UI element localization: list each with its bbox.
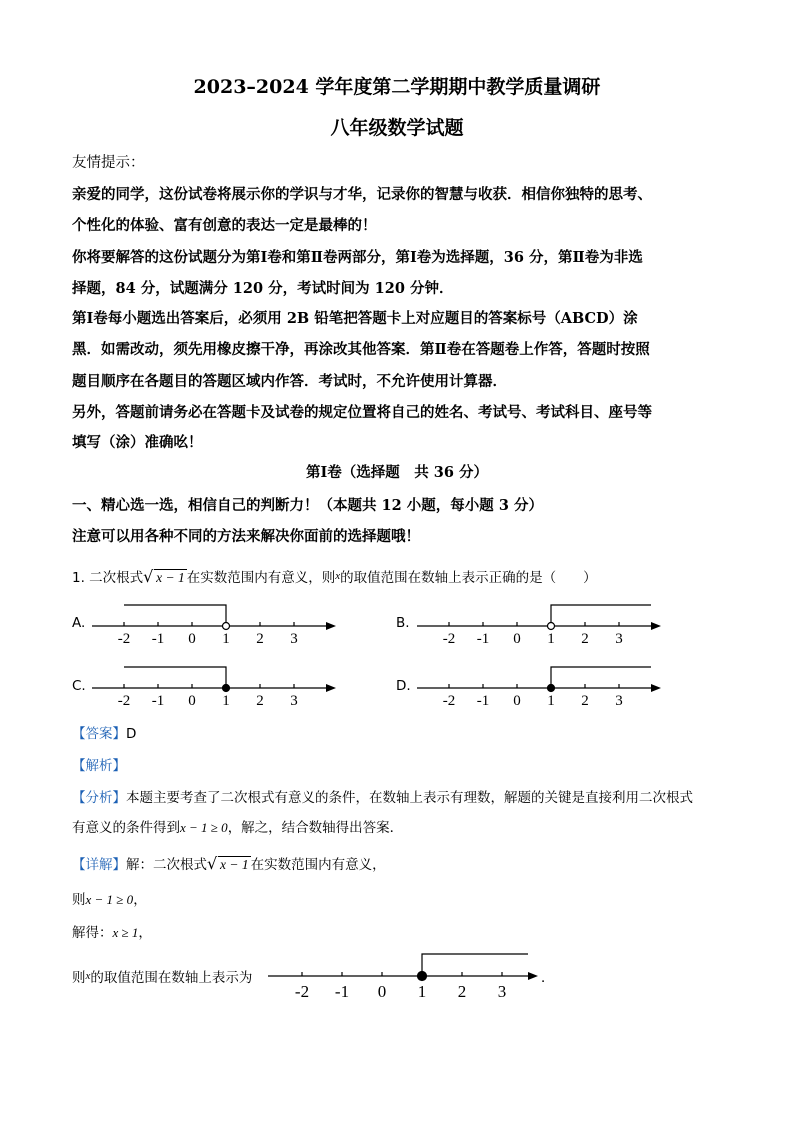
- question-text-post: 的取值范围在数轴上表示正确的是（ ）: [340, 570, 597, 586]
- answer-row: [72, 722, 136, 742]
- tick-label: 1: [222, 631, 230, 647]
- part-heading: 一、精心选一选，相信自己的判断力！（本题共 12 小题，每小题 3 分）: [72, 497, 543, 514]
- tips-line-9: 填写（涂）准确吆！: [72, 434, 203, 451]
- tick-label: 1: [547, 693, 555, 709]
- tick-label: 2: [581, 631, 589, 647]
- tick-label: 2: [256, 631, 264, 647]
- axis-arrow-icon: [326, 684, 336, 692]
- xiangjie-line3-pre: 解得：: [72, 925, 113, 941]
- fenxi-line2-pre: 有意义的条件得到: [72, 820, 180, 836]
- axis-arrow-icon: [528, 972, 538, 980]
- tick-label: 1: [547, 631, 555, 647]
- tick-label: -1: [476, 631, 490, 647]
- xiangjie-line-4: [72, 966, 252, 986]
- open-endpoint: [223, 623, 230, 630]
- xiangjie-line2-post: ，: [133, 892, 147, 908]
- answer-value: D: [126, 726, 137, 742]
- tick-label: 3: [615, 693, 623, 709]
- tick-label: 3: [290, 631, 298, 647]
- sqrt-expression: [207, 854, 251, 873]
- option-b-label[interactable]: B.: [396, 615, 410, 631]
- tips-line-8: 另外，答题前请务必在答题卡及试卷的规定位置将自己的姓名、考试号、考试科目、座号等: [72, 404, 652, 421]
- exam-title: 2023–2024 学年度第二学期期中教学质量调研: [193, 76, 601, 98]
- xiangjie-var: x: [85, 970, 91, 982]
- tips-line-1: 亲爱的同学，这份试卷将展示你的学识与才华，记录你的智慧与收获．相信你独特的思考、: [72, 186, 652, 203]
- tick-label: -1: [334, 982, 350, 1001]
- radicand: x − 1: [156, 570, 185, 585]
- tick-label: 0: [513, 693, 521, 709]
- tick-label: 0: [513, 631, 521, 647]
- xiangjie-line3-post: ，: [138, 925, 152, 941]
- tips-line-3: 你将要解答的这份试题分为第Ⅰ卷和第Ⅱ卷两部分，第Ⅰ卷为选择题，36 分，第Ⅱ卷为非选: [72, 249, 643, 266]
- xiangjie-line2-pre: 则: [72, 892, 86, 908]
- option-a-number-line[interactable]: [90, 598, 340, 652]
- tick-label: -2: [117, 693, 131, 709]
- fenxi-text: 本题主要考查了二次根式有意义的条件，在数轴上表示有理数，解题的关键是直接利用二次根式: [126, 790, 693, 806]
- fenxi-line2-post: ，解之，结合数轴得出答案．: [227, 820, 404, 836]
- range-ray: [422, 954, 528, 976]
- tick-label: 3: [290, 693, 298, 709]
- axis-arrow-icon: [651, 684, 661, 692]
- radical-icon: √: [143, 567, 154, 586]
- range-ray: [124, 667, 226, 688]
- tips-line-5: 第Ⅰ卷每小题选出答案后，必须用 2B 铅笔把答题卡上对应题目的答案标号（ABCD）涂: [72, 310, 638, 327]
- part-note: 注意可以用各种不同的方法来解决你面前的选择题哦！: [72, 528, 420, 545]
- xiangjie-line1-post: 在实数范围内有意义，: [250, 857, 386, 873]
- range-ray: [551, 667, 651, 688]
- section-title: 第Ⅰ卷（选择题 共 36 分）: [305, 464, 489, 481]
- tick-label: 3: [615, 631, 623, 647]
- option-c-number-line[interactable]: [90, 660, 340, 714]
- tick-label: 3: [497, 982, 507, 1001]
- radical-icon: √: [207, 854, 218, 873]
- tick-label: 0: [188, 631, 196, 647]
- closed-endpoint: [418, 972, 427, 981]
- fenxi-tag: 【分析】: [72, 790, 126, 806]
- option-d-number-line[interactable]: [415, 660, 665, 714]
- tick-label: -2: [294, 982, 310, 1001]
- tick-label: 0: [377, 982, 387, 1001]
- tips-line-7: 题目顺序在各题目的答题区域内作答．考试时，不允许使用计算器．: [72, 373, 507, 390]
- closed-endpoint: [223, 685, 230, 692]
- tick-label: -1: [151, 693, 165, 709]
- exam-subtitle: 八年级数学试题: [330, 117, 464, 139]
- tick-label: -2: [117, 631, 131, 647]
- tips-line-4: 择题，84 分，试题满分 120 分，考试时间为 120 分钟．: [72, 280, 454, 297]
- tick-label: 1: [417, 982, 427, 1001]
- tick-label: -1: [151, 631, 165, 647]
- xiangjie-line-2: [72, 888, 147, 908]
- tick-label: -1: [476, 693, 490, 709]
- tips-line-2: 个性化的体验、富有创意的表达一定是最棒的！: [72, 217, 377, 234]
- option-a-label[interactable]: A.: [72, 615, 86, 631]
- xiangjie-line4-pre: 则: [72, 970, 86, 986]
- open-endpoint: [548, 623, 555, 630]
- fenxi-line-1: [72, 786, 693, 806]
- tick-label: 2: [457, 982, 467, 1001]
- question-text-pre: 二次根式: [89, 570, 144, 586]
- xiangjie-line-3: [72, 921, 152, 941]
- tick-label: 2: [581, 693, 589, 709]
- solution-number-line: [266, 946, 542, 1004]
- tips-heading: 友情提示：: [72, 155, 145, 171]
- fenxi-line-2: [72, 816, 403, 836]
- question-1-stem: [72, 566, 597, 586]
- radicand: x − 1: [220, 857, 249, 872]
- axis-arrow-icon: [326, 622, 336, 630]
- option-b-number-line[interactable]: [415, 598, 665, 652]
- tick-label: 1: [222, 693, 230, 709]
- question-number: 1.: [72, 570, 90, 586]
- question-var: x: [335, 570, 341, 582]
- xiangjie-solution: x ≥ 1: [112, 925, 139, 940]
- answer-tag: 【答案】: [72, 726, 126, 742]
- closed-endpoint: [548, 685, 555, 692]
- axis-arrow-icon: [651, 622, 661, 630]
- xiangjie-line-1: [72, 853, 386, 873]
- question-text-mid: 在实数范围内有意义，则: [186, 570, 336, 586]
- sqrt-expression: [143, 567, 187, 586]
- xiangjie-period: ．: [541, 970, 555, 986]
- tick-label: 0: [188, 693, 196, 709]
- xiangjie-line1-pre: 解：二次根式: [126, 857, 207, 873]
- tick-label: -2: [442, 693, 456, 709]
- analysis-tag: 【解析】: [72, 758, 126, 774]
- option-d-label[interactable]: D.: [396, 678, 411, 694]
- tick-label: -2: [442, 631, 456, 647]
- tips-line-6: 黑．如需改动，须先用橡皮擦干净，再涂改其他答案．第Ⅱ卷在答题卷上作答，答题时按照: [72, 341, 650, 358]
- xiangjie-inequality: x − 1 ≥ 0: [85, 892, 134, 907]
- option-c-label[interactable]: C.: [72, 678, 86, 694]
- xiangjie-tag: 【详解】: [72, 857, 126, 873]
- fenxi-inequality: x − 1 ≥ 0: [180, 820, 228, 835]
- tick-label: 2: [256, 693, 264, 709]
- range-ray: [551, 605, 651, 626]
- xiangjie-line4-post: 的取值范围在数轴上表示为: [90, 970, 253, 986]
- range-ray: [124, 605, 226, 626]
